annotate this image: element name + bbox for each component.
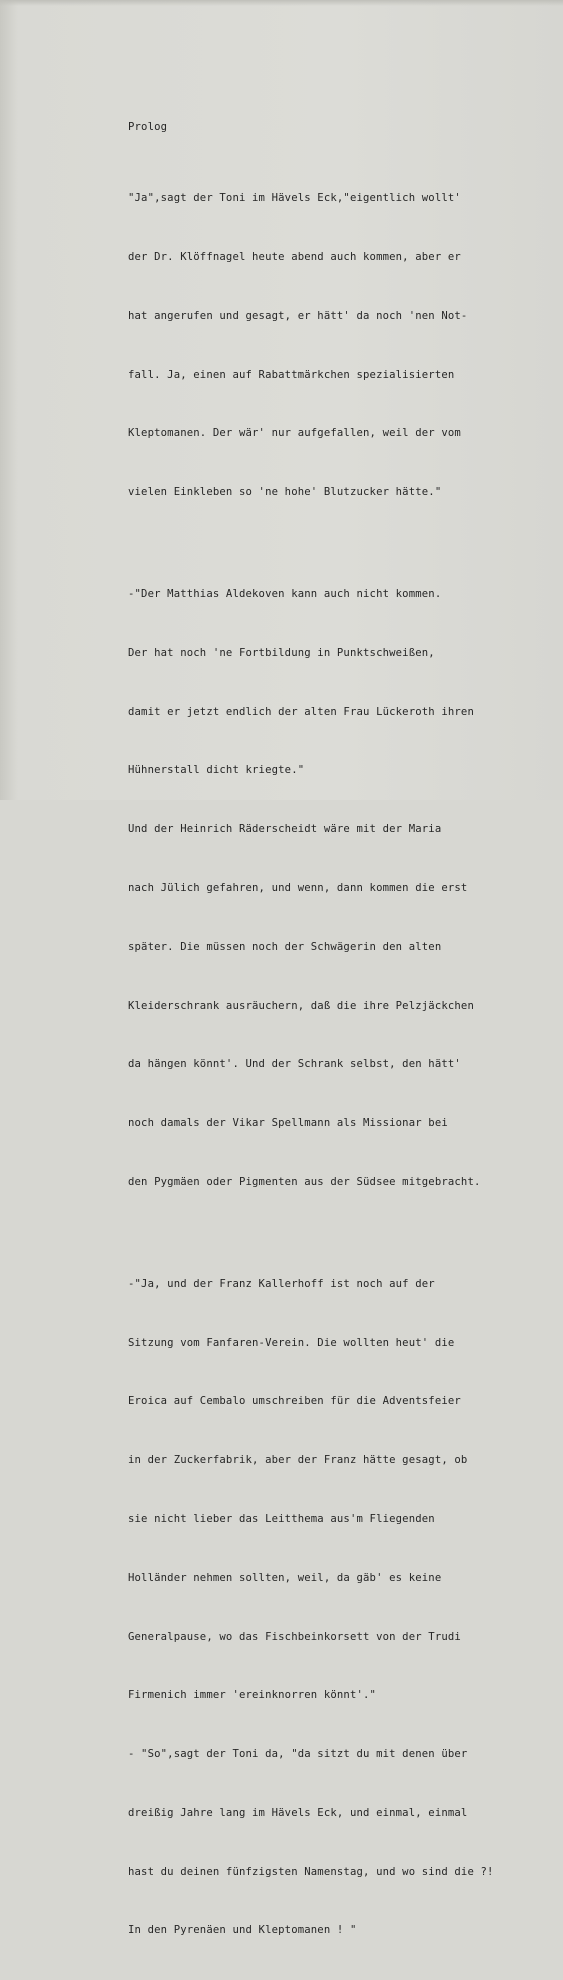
text-line: hat angerufen und gesagt, er hätt' da noch 'nen Not- [128, 309, 468, 322]
text-line: in der Zuckerfabrik, aber der Franz hätte gesagt, ob [128, 1454, 468, 1467]
text-line: vielen Einkleben so 'ne hohe' Blutzucker hätte." [128, 486, 442, 499]
text-line: - "So",sagt der Toni da, "da sitzt du mit denen über [128, 1748, 468, 1761]
text-line: hast du deinen fünfzigsten Namenstag, und wo sind die ?! [128, 1865, 494, 1878]
text-line: Sitzung vom Fanfaren-Verein. Die wollten heut' die [128, 1336, 455, 1349]
text-line: Generalpause, wo das Fischbeinkorsett von der Trudi [128, 1630, 461, 1643]
text-line: fall. Ja, einen auf Rabattmärkchen spezialisierten [128, 368, 455, 381]
text-line: Und der Heinrich Räderscheidt wäre mit der Maria [128, 823, 442, 836]
typed-text-body [128, 150, 494, 1980]
text-line: da hängen könnt'. Und der Schrank selbst, den hätt' [128, 1058, 461, 1071]
text-line: Kleiderschrank ausräuchern, daß die ihre Pelzjäckchen [128, 999, 474, 1012]
text-line: Firmenich immer 'ereinknorren könnt'." [128, 1689, 377, 1702]
text-line: dreißig Jahre lang im Hävels Eck, und einmal, einmal [128, 1806, 468, 1819]
paragraph-gap [128, 542, 494, 546]
text-line: Holländer nehmen sollten, weil, da gäb' es keine [128, 1571, 442, 1584]
text-line: In den Pyrenäen und Kleptomanen ! " [128, 1924, 357, 1937]
text-line: sie nicht lieber das Leitthema aus'm Fliegenden [128, 1512, 435, 1525]
text-line: -"Der Matthias Aldekoven kann auch nicht kommen. [128, 588, 442, 601]
text-line: Hühnerstall dicht kriegte." [128, 764, 305, 777]
text-line: noch damals der Vikar Spellmann als Missionar bei [128, 1117, 448, 1130]
text-line: Kleptomanen. Der wär' nur aufgefallen, weil der vom [128, 427, 461, 440]
text-line: Der hat noch 'ne Fortbildung in Punktschweißen, [128, 646, 435, 659]
page-edge-shadow [0, 0, 563, 6]
text-line: -"Ja, und der Franz Kallerhoff ist noch auf der [128, 1277, 435, 1290]
text-line: "Ja",sagt der Toni im Hävels Eck,"eigentlich wollt' [128, 192, 461, 205]
text-line: damit er jetzt endlich der alten Frau Lückeroth ihren [128, 705, 474, 718]
paragraph-gap [128, 1232, 494, 1236]
text-line: Eroica auf Cembalo umschreiben für die Adventsfeier [128, 1395, 461, 1408]
text-line: der Dr. Klöffnagel heute abend auch kommen, aber er [128, 250, 461, 263]
text-line: nach Jülich gefahren, und wenn, dann kommen die erst [128, 881, 468, 894]
text-line: den Pygmäen oder Pigmenten aus der Südsee mitgebracht. [128, 1175, 481, 1188]
text-line: später. Die müssen noch der Schwägerin den alten [128, 940, 442, 953]
page-title: Prolog [128, 121, 168, 133]
